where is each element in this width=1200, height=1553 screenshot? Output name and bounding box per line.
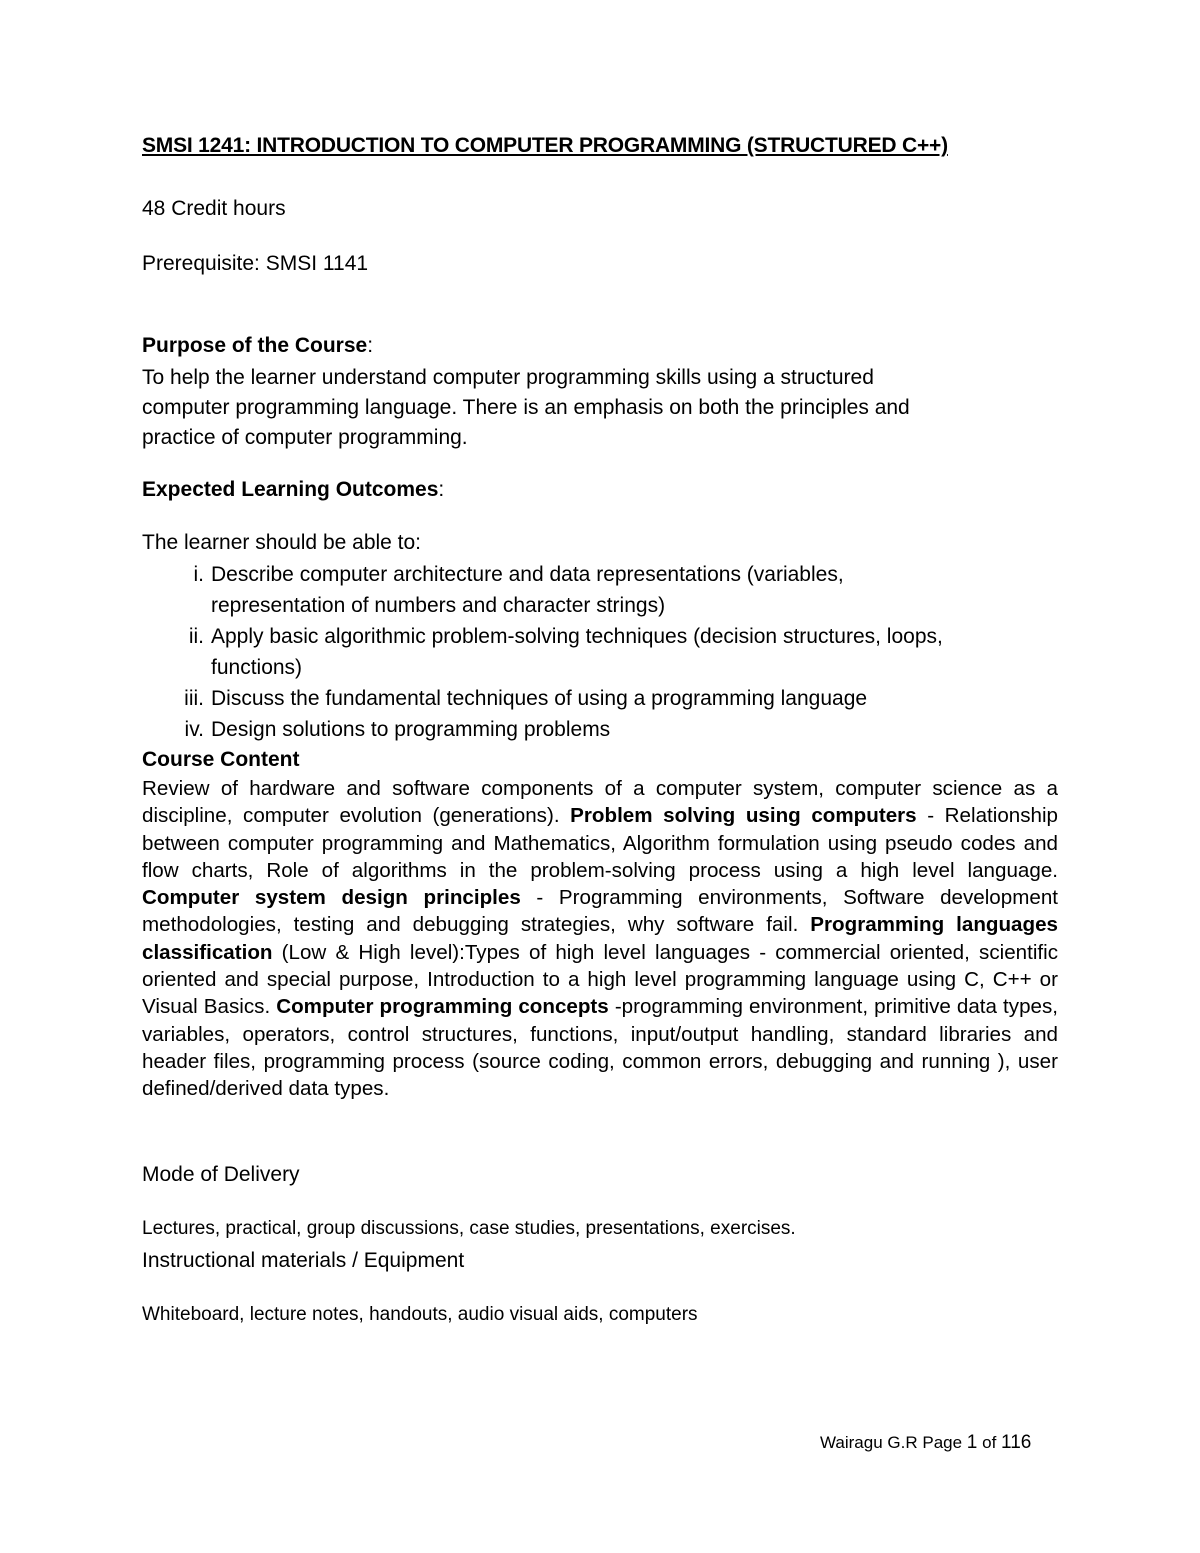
materials-text: Whiteboard, lecture notes, handouts, audio visual aids, computers xyxy=(142,1304,698,1325)
course-title: SMSI 1241: INTRODUCTION TO COMPUTER PROGRAMMING (STRUCTURED C++) xyxy=(142,134,948,157)
content-topic: Computer system design principles xyxy=(142,886,521,910)
list-item xyxy=(142,559,1062,621)
content-text: Review of hardware and software components of a computer system, computer science as a discipline, computer evolution (generations). xyxy=(142,777,1058,828)
footer-author: Wairagu G.R xyxy=(820,1433,918,1452)
delivery-text: Lectures, practical, group discussions, case studies, presentations, exercises. xyxy=(142,1218,796,1239)
list-item-number: iii. xyxy=(184,687,204,710)
outcomes-heading-line xyxy=(142,478,444,502)
list-item-number: i. xyxy=(193,563,204,586)
list-item-line: Apply basic algorithmic problem-solving techniques (decision structures, loops, xyxy=(211,625,943,648)
outcomes-list xyxy=(142,559,1062,745)
content-topic: Problem solving using computers xyxy=(570,804,917,828)
list-item-line: representation of numbers and character strings) xyxy=(211,594,666,617)
purpose-line: To help the learner understand computer programming skills using a structured xyxy=(142,366,874,389)
footer-page-number: 1 xyxy=(966,1432,978,1453)
content-heading: Course Content xyxy=(142,748,300,771)
list-item-line: functions) xyxy=(211,656,303,679)
footer-total-pages: 116 xyxy=(1001,1432,1032,1453)
outcomes-heading: Expected Learning Outcomes xyxy=(142,478,439,501)
purpose-colon: : xyxy=(367,334,374,357)
content-text: (Low & High level):Types of high level languages - commercial oriented, scientific oriented and special purpose, Introduction to a high level programming language using C, C++ or Visual Basics. xyxy=(142,940,1058,1019)
credit-hours: 48 Credit hours xyxy=(142,197,286,220)
delivery-heading: Mode of Delivery xyxy=(142,1163,300,1186)
prerequisite: Prerequisite: SMSI 1141 xyxy=(142,252,369,275)
list-item-number: ii. xyxy=(188,625,204,648)
purpose-heading-line xyxy=(142,334,373,358)
content-paragraph xyxy=(142,775,1058,1103)
content-topic: Computer programming concepts xyxy=(276,995,609,1019)
footer-of-label: of xyxy=(982,1433,997,1452)
page-footer xyxy=(820,1432,1031,1454)
outcomes-colon: : xyxy=(438,478,445,501)
content-text: -programming environment, primitive data types, variables, operators, control structures, functions, input/output handling, standard libraries and header files, programming process (source coding, common errors, debugging and running ), user defined/derived data types. xyxy=(142,995,1058,1101)
content-text: - Programming environments, Software development methodologies, testing and debugging strategies, why software fail. xyxy=(142,886,1058,937)
purpose-paragraph xyxy=(142,363,992,453)
purpose-line: computer programming language. There is an emphasis on both the principles and xyxy=(142,396,910,419)
footer-page-label: Page xyxy=(922,1433,963,1452)
content-topic: Programming languages classification xyxy=(142,913,1058,964)
purpose-heading: Purpose of the Course xyxy=(142,334,368,357)
list-item-number: iv. xyxy=(184,718,204,741)
list-item xyxy=(142,714,1062,745)
list-item xyxy=(142,683,1062,714)
list-item-line: Design solutions to programming problems xyxy=(211,718,611,741)
outcomes-intro: The learner should be able to: xyxy=(142,531,422,554)
purpose-line: practice of computer programming. xyxy=(142,426,468,449)
list-item-line: Describe computer architecture and data representations (variables, xyxy=(211,563,844,586)
materials-heading: Instructional materials / Equipment xyxy=(142,1249,465,1272)
list-item xyxy=(142,621,1062,683)
list-item-line: Discuss the fundamental techniques of using a programming language xyxy=(211,687,868,710)
content-text: - Relationship between computer programming and Mathematics, Algorithm formulation using pseudo codes and flow charts, Role of algorithms in the problem-solving process using a high level language. xyxy=(142,804,1059,882)
